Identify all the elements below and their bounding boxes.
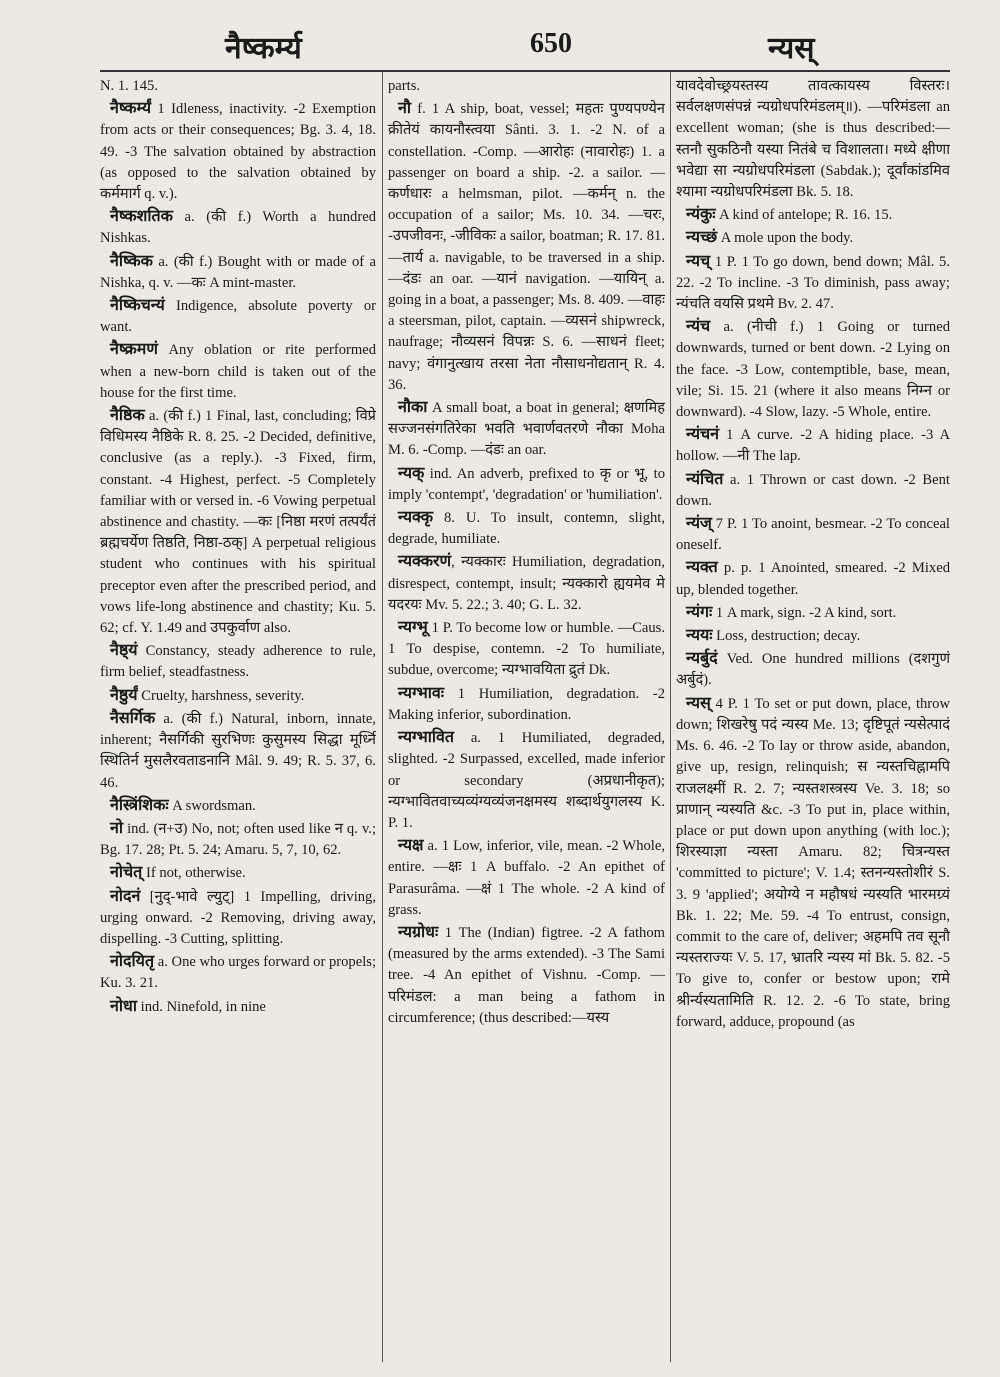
entry-definition: 1 Idleness, inactivity. -2 Exemption from acts or their consequences; Bg. 3. 4, 18. 49. -3 The salvation obtained by abstraction (as opposed to the salvation obtained by कर्ममार्ग q. v.). — [100, 101, 376, 203]
entry-definition: 1 A mark, sign. -2 A kind, sort. — [712, 604, 897, 621]
dictionary-entry — [676, 76, 950, 203]
page-number: 650 — [530, 28, 572, 59]
entry-definition: f. 1 A ship, boat, vessel; महतः पुण्यपण्येन क्रीतेयं कायनौस्त्वया Sânti. 3. 1. -2 N. of a constellation. -Comp. —आरोहः (नावारोहः) 1. a passenger on board a ship. -2. a sailor. —कर्णधारः a helmsman, pilot. —कर्मन् n. the occupation of a sailor; Ms. 10. 34. —चरः, -उपजीवनः, -जीविकः a sailor, boatman; R. 17. 81. —तार्य a. navigable, to be traversed in a ship. —दंडः an oar. —यानं navigation. —यायिन् a. going in a boat, a passenger; Ms. 8. 409. —वाहः a steersman, pilot, captain. —व्यसनं shipwreck, naufrage; नौव्यसनं विपन्नः S. 6. —साधनं fleet; navy; वंगानुत्खाय तरसा नेता नौसाधनोद्यतान् R. 4. 36. — [388, 101, 665, 393]
entry-headword: न्यस् — [686, 692, 711, 712]
entry-headword: न्यच्छं — [686, 227, 718, 247]
entry-headword: नौ — [398, 98, 412, 118]
entry-definition: If not, otherwise. — [142, 865, 246, 882]
column-divider — [382, 72, 383, 1362]
header-rule — [100, 70, 950, 72]
dictionary-entry — [100, 995, 376, 1018]
entry-headword: नैष्क्रमणं — [110, 339, 158, 359]
dictionary-entry — [388, 462, 665, 506]
entry-headword: न्यक्ष — [398, 835, 424, 855]
dictionary-entry — [100, 294, 376, 338]
dictionary-entry — [676, 423, 950, 467]
dictionary-entry — [100, 205, 376, 249]
entry-definition: Loss, destruction; decay. — [712, 628, 861, 645]
entry-headword: न्यंज् — [686, 513, 712, 533]
dictionary-entry — [100, 950, 376, 994]
dictionary-entry — [100, 338, 376, 404]
dictionary-entry — [100, 684, 376, 707]
dictionary-entry — [676, 315, 950, 423]
dictionary-entry — [388, 834, 665, 921]
entry-headword: नोचेत् — [110, 862, 143, 882]
entry-headword: नोधा — [110, 995, 138, 1015]
entry-definition: ind. An adverb, prefixed to कृ or भू, to imply 'contempt', 'degradation' or 'humiliation'. — [388, 465, 665, 503]
dictionary-entry — [100, 97, 376, 205]
entry-definition: A kind of antelope; R. 16. 15. — [715, 207, 893, 224]
entry-headword: नैष्ठुर्यं — [110, 684, 138, 704]
entry-headword: नैसर्गिक — [110, 707, 156, 727]
entry-definition: 1 The (Indian) figtree. -2 A fathom (measured by the arms extended). -3 The Sami tree. -4 An epithet of Vishnu. -Comp. —परिमंडल: a man being a fathom in circumference; (thus described:—यस्य — [388, 924, 665, 1026]
entry-headword: न्यग्भावः — [398, 682, 445, 702]
dictionary-entry — [388, 550, 665, 616]
dictionary-entry — [100, 861, 376, 884]
entry-definition: 7 P. 1 To anoint, besmear. -2 To conceal oneself. — [676, 516, 950, 554]
entry-definition: यावदेवोच्छ्रयस्तस्य तावत्कायस्य विस्तरः। सर्वलक्षणसंपन्नं न्यग्रोधपरिमंडलम्॥). —परिमंडला an excellent woman; (she is thus described:—स्तनौ सुकठिनौ यस्या नितंबे च विशालता। मध्ये क्षीणा भवेद्या सा न्यग्रोधपरिमंडला (Sabdak.); दूर्वांकांडमिव श्यामा न्यग्रोधपरिमंडला Bk. 5. 18. — [676, 78, 950, 201]
entry-headword: न्यग्भू — [398, 617, 428, 637]
dictionary-entry — [388, 506, 665, 550]
dictionary-entry — [676, 556, 950, 600]
column-3 — [676, 76, 950, 1361]
entry-definition: a. One who urges forward or propels; Ku. 3. 21. — [100, 954, 376, 992]
entry-definition: parts. — [388, 78, 421, 94]
column-2 — [388, 76, 665, 1361]
dictionary-entry — [676, 692, 950, 1033]
entry-definition: , न्यक्कारः Humiliation, degradation, disrespect, contempt, insult; न्यक्कारो ह्ययमेव मे यदरयः Mv. 5. 22.; 3. 40; G. L. 32. — [388, 554, 665, 613]
entry-headword: न्यग्भावित — [398, 727, 455, 747]
entry-headword: नैष्ठिक — [110, 405, 145, 425]
entry-definition: A mole upon the body. — [717, 230, 854, 247]
dictionary-entry — [676, 512, 950, 556]
entry-headword: न्यग्रोधः — [398, 921, 439, 941]
entry-definition: [नुद्-भावे ल्युट्] 1 Impelling, driving, urging onward. -2 Removing, driving away, dispelling. -3 Cutting, splitting. — [100, 888, 376, 947]
dictionary-entry — [100, 639, 376, 683]
entry-definition: Constancy, steady adherence to rule, firm belief, steadfastness. — [100, 643, 376, 681]
dictionary-entry — [676, 468, 950, 512]
entry-headword: नैष्किक — [110, 250, 153, 270]
dictionary-entry — [388, 921, 665, 1029]
dictionary-entry — [388, 616, 665, 682]
entry-definition: A swordsman. — [168, 797, 256, 814]
entry-definition: Any oblation or rite performed when a new-born child is taken out of the house for the first time. — [100, 342, 376, 401]
entry-headword: नो — [110, 817, 124, 837]
entry-headword: न्यक्कृ — [398, 507, 434, 527]
entry-definition: Ved. One hundred millions (दशगुणं अर्बुदं). — [676, 651, 950, 689]
entry-definition: 1 P. To become low or humble. —Caus. 1 To despise, contemn. -2 To humiliate, subdue, overcome; न्यग्भावयिता द्रुतं Dk. — [388, 620, 665, 679]
dictionary-entry — [388, 726, 665, 834]
dictionary-entry — [100, 794, 376, 817]
entry-headword: न्यर्बुदं — [686, 648, 718, 668]
dictionary-entry — [388, 396, 665, 462]
entry-headword: नैष्कर्म्यं — [110, 98, 151, 118]
entry-headword: नैस्त्रिंशिकः — [110, 794, 169, 814]
entry-definition: a. (की f.) Bought with or made of a Nishka, q. v. —कः A mint-master. — [100, 253, 376, 291]
entry-headword: न्यच् — [686, 250, 711, 270]
entry-headword: नौका — [398, 397, 428, 417]
entry-definition: A small boat, a boat in general; क्षणमिह सज्जनसंगतिरेका भवति भवार्णवतरणे नौका Moha M. 6. -Comp. —दंडः an oar. — [388, 400, 665, 459]
dictionary-entry — [676, 226, 950, 249]
entry-headword: न्यंचनं — [686, 424, 720, 444]
entry-headword: न्यंगः — [686, 601, 713, 621]
entry-definition: a. 1 Thrown or cast down. -2 Bent down. — [676, 471, 950, 509]
entry-definition: ind. Ninefold, in nine — [137, 998, 266, 1015]
entry-headword: नैष्कशतिक — [110, 206, 173, 226]
entry-headword: न्यंकुः — [686, 204, 716, 224]
entry-definition: a. (की f.) 1 Final, last, concluding; विप्रे विधिमस्य नैष्ठिके R. 8. 25. -2 Decided, definitive, conclusive (as a reply.). -3 Fixed, firm, constant. -4 Highest, perfect. -5 Completely familiar with or versed in. -6 Vowing perpetual abstinence and chastity. —कः [निष्ठा मरणं तत्पर्यंतं ब्रह्मचर्येण तिष्ठति, निष्ठा-ठक्] A perpetual religious student who continues with his spiritual preceptor even after the prescribed period, and vows life-long abstinence and chastity; Ku. 5. 62; cf. Y. 1.49 and उपकुर्वाण also. — [100, 408, 376, 637]
header-left-guideword: नैष्कर्म्य — [225, 31, 302, 66]
dictionary-entry — [100, 76, 376, 97]
entry-headword: नोदनं — [110, 885, 141, 905]
entry-headword: न्यक् — [398, 462, 425, 482]
entry-definition: 1 P. 1 To go down, bend down; Mâl. 5. 22. -2 To incline. -3 To diminish, pass away; न्यंचति वयसि प्रथमे Bv. 2. 47. — [676, 253, 950, 313]
entry-definition: 1 Humiliation, degradation. -2 Making inferior, subordination. — [388, 685, 665, 723]
dictionary-entry — [388, 682, 665, 726]
dictionary-entry — [100, 885, 376, 951]
entry-definition: a. 1 Low, inferior, vile, mean. -2 Whole, entire. —क्षः 1 A buffalo. -2 An epithet of Parasurâma. —क्षं 1 The whole. -2 A kind of grass. — [388, 838, 665, 918]
entry-definition: 1 A curve. -2 A hiding place. -3 A hollow. —नी The lap. — [676, 427, 950, 465]
entry-definition: a. (नीची f.) 1 Going or turned downwards, turned or bent down. -2 Lying on the face. -3 Low, contemptible, base, mean, vile; Si. 15. 21 (where it also means निम्न or downward). -4 Slow, lazy. -5 Whole, entire. — [676, 319, 950, 421]
entry-definition: Cruelty, harshness, severity. — [137, 687, 305, 704]
entry-headword: न्यंचित — [686, 468, 724, 488]
entry-headword: नोदयितृ — [110, 951, 155, 971]
column-divider — [670, 72, 671, 1362]
dictionary-entry — [100, 817, 376, 861]
entry-definition: a. 1 Humiliated, degraded, slighted. -2 Surpassed, excelled, made inferior or secondary (अप्रधानीकृत); न्यग्भावितवाच्यव्यंग्यव्यंजनक्षमस्य शब्दार्थयुगलस्य K. P. 1. — [388, 730, 665, 831]
header-right-guideword: न्यस् — [768, 31, 815, 66]
entry-headword: नैष्ठ्यं — [110, 640, 138, 660]
dictionary-entry — [676, 647, 950, 691]
dictionary-entry — [388, 76, 665, 97]
dictionary-entry — [676, 601, 950, 624]
entry-headword: न्यक्त — [686, 557, 718, 577]
entry-headword: नैष्किचन्यं — [110, 295, 165, 315]
entry-definition: p. p. 1 Anointed, smeared. -2 Mixed up, blended together. — [676, 560, 950, 598]
entry-headword: न्यंच — [686, 316, 711, 336]
entry-headword: न्यक्करणं — [398, 551, 452, 571]
dictionary-entry — [100, 707, 376, 794]
entry-definition: a. (की f.) Natural, inborn, innate, inherent; नैसर्गिकी सुरभिणः कुसुमस्य सिद्धा मूर्ध्नि स्थितिर्न मुसलैरवताडनानि Mâl. 9. 49; R. 5. 37, 6. 46. — [100, 710, 376, 791]
entry-definition: Indigence, absolute poverty or want. — [100, 298, 376, 336]
entry-headword: न्ययः — [686, 625, 713, 645]
dictionary-entry — [676, 624, 950, 647]
entry-definition: ind. (न+उ) No, not; often used like न q. v.; Bg. 17. 28; Pt. 5. 24; Amaru. 5, 7, 10, 62. — [100, 820, 376, 859]
entry-definition: 4 P. 1 To set or put down, place, throw down; शिखरेषु पदं न्यस्य Me. 13; दृष्टिपूतं न्यसेत्पादं Ms. 6. 46. -2 To lay or throw aside, abandon, give up, resign, relinquish; स न्यस्तचिह्नामपि राजलक्ष्मीं R. 2. 7; न्यस्तशस्त्रस्य Ve. 3. 18; so प्राणान् न्यस्यति &c. -3 To put in, place within, place or put down upon anything (with loc.); शिरस्याज्ञा न्यस्ता Amaru. 82; चित्रन्यस्त 'committed to picture'; V. 1.4; स्तनन्यस्तोशीरं S. 3. 9 'applied'; अयोग्ये न महौषधं न्यस्यति भारमग्र्यं Bk. 1. 22; Me. 59. -4 To entrust, consign, commit to the care of, deliver; अहमपि तव सूनौ न्यस्तराज्यः V. 5. 17, भ्रातरि न्यस्य मां Bk. 5. 82. -5 To give to, confer or bestow upon; रामे श्रीर्न्यस्यतामिति R. 12. 2. -6 To state, bring forward, adduce, propound (as — [676, 695, 950, 1030]
dictionary-entry — [100, 250, 376, 294]
entry-definition: 8. U. To insult, contemn, slight, degrade, humiliate. — [388, 510, 665, 548]
dictionary-entry — [676, 250, 950, 316]
entry-definition: a. (की f.) Worth a hundred Nishkas. — [100, 209, 376, 247]
column-1 — [100, 76, 376, 1361]
entry-definition: N. 1. 145. — [100, 78, 158, 94]
dictionary-entry — [100, 404, 376, 639]
dictionary-entry — [676, 203, 950, 226]
dictionary-entry — [388, 97, 665, 396]
